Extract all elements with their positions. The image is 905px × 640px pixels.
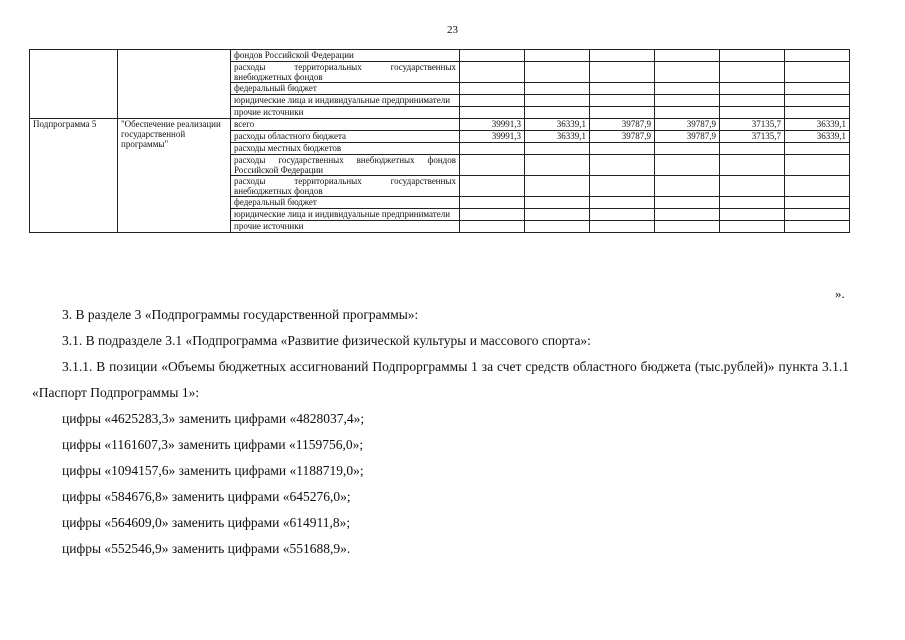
value-cell: [460, 143, 525, 155]
value-cell: [655, 155, 720, 176]
value-cell: [460, 83, 525, 95]
funding-source-cell: расходы местных бюджетов: [231, 143, 460, 155]
value-cell: [785, 143, 850, 155]
funding-source-cell: расходы территориальных государственных внебюджетных фондов: [231, 176, 460, 197]
replacement-line-3: цифры «1094157,6» заменить цифрами «1188719,0»;: [62, 463, 364, 478]
value-cell: [525, 95, 590, 107]
value-cell: 36339,1: [785, 131, 850, 143]
value-cell: [720, 221, 785, 233]
funding-source-cell: федеральный бюджет: [231, 83, 460, 95]
value-cell: [720, 95, 785, 107]
value-cell: 39787,9: [655, 131, 720, 143]
value-cell: [655, 176, 720, 197]
value-cell: [655, 83, 720, 95]
value-cell: [785, 209, 850, 221]
value-cell: 36339,1: [785, 119, 850, 131]
value-cell: [460, 197, 525, 209]
value-cell: [655, 197, 720, 209]
replacement-line-1: цифры «4625283,3» заменить цифрами «4828037,4»;: [62, 411, 365, 426]
value-cell: [720, 83, 785, 95]
paragraph-3-1-1: 3.1.1. В позиции «Объемы бюджетных ассигнований Подпрорграммы 1 за счет средств областного бюджета (тыс.рублей)» пункта 3.1.1 «Паспорт Подпрограммы 1»:: [32, 359, 849, 400]
value-cell: [720, 143, 785, 155]
value-cell: [525, 197, 590, 209]
value-cell: [785, 155, 850, 176]
funding-source-cell: федеральный бюджет: [231, 197, 460, 209]
closing-quote: ».: [835, 286, 845, 301]
value-cell: [720, 155, 785, 176]
replacement-line-5: цифры «564609,0» заменить цифрами «614911,8»;: [62, 515, 351, 530]
value-cell: [590, 95, 655, 107]
value-cell: [720, 50, 785, 62]
value-cell: [525, 143, 590, 155]
replacement-line-2: цифры «1161607,3» заменить цифрами «1159756,0»;: [62, 437, 364, 452]
value-cell: [460, 62, 525, 83]
value-cell: [785, 221, 850, 233]
value-cell: [785, 62, 850, 83]
value-cell: [720, 176, 785, 197]
value-cell: [590, 62, 655, 83]
funding-source-cell: расходы государственных внебюджетных фондов Российской Федерации: [231, 155, 460, 176]
budget-table: [29, 49, 850, 233]
value-cell: [785, 83, 850, 95]
value-cell: [525, 50, 590, 62]
value-cell: [785, 95, 850, 107]
funding-source-cell: юридические лица и индивидуальные предприниматели: [231, 95, 460, 107]
value-cell: [460, 95, 525, 107]
value-cell: [525, 221, 590, 233]
value-cell: [655, 209, 720, 221]
value-cell: 39991,3: [460, 131, 525, 143]
value-cell: [590, 221, 655, 233]
value-cell: 36339,1: [525, 119, 590, 131]
value-cell: [655, 221, 720, 233]
value-cell: [590, 197, 655, 209]
value-cell: [525, 176, 590, 197]
value-cell: [785, 176, 850, 197]
prev-program-title-cell: [118, 50, 231, 119]
value-cell: [720, 209, 785, 221]
value-cell: [720, 107, 785, 119]
value-cell: [655, 62, 720, 83]
value-cell: [720, 197, 785, 209]
value-cell: [785, 50, 850, 62]
table-row: [30, 50, 850, 62]
value-cell: [785, 197, 850, 209]
value-cell: 39787,9: [655, 119, 720, 131]
value-cell: [785, 107, 850, 119]
value-cell: [590, 83, 655, 95]
page-number: 23: [447, 24, 458, 36]
subprogram-title-cell: "Обеспечение реализации государственной программы": [118, 119, 231, 233]
funding-source-cell: фондов Российской Федерации: [231, 50, 460, 62]
funding-source-cell: прочие источники: [231, 107, 460, 119]
paragraph-subsection-3-1: 3.1. В подразделе 3.1 «Подпрограмма «Развитие физической культуры и массового спорта»:: [62, 333, 591, 348]
value-cell: [655, 50, 720, 62]
value-cell: [655, 95, 720, 107]
funding-source-cell: всего: [231, 119, 460, 131]
value-cell: [525, 107, 590, 119]
value-cell: [590, 155, 655, 176]
value-cell: [590, 143, 655, 155]
funding-source-cell: прочие источники: [231, 221, 460, 233]
funding-source-cell: расходы территориальных государственных внебюджетных фондов: [231, 62, 460, 83]
value-cell: [525, 83, 590, 95]
funding-source-cell: расходы областного бюджета: [231, 131, 460, 143]
value-cell: [460, 107, 525, 119]
value-cell: 39787,9: [590, 119, 655, 131]
value-cell: [655, 143, 720, 155]
value-cell: [460, 221, 525, 233]
value-cell: [460, 176, 525, 197]
value-cell: [460, 50, 525, 62]
value-cell: [655, 107, 720, 119]
table-row: [30, 119, 850, 131]
replacement-line-6: цифры «552546,9» заменить цифрами «551688,9».: [62, 541, 351, 556]
value-cell: 39787,9: [590, 131, 655, 143]
value-cell: 37135,7: [720, 131, 785, 143]
funding-source-cell: юридические лица и индивидуальные предприниматели: [231, 209, 460, 221]
value-cell: 39991,3: [460, 119, 525, 131]
value-cell: [460, 209, 525, 221]
prev-program-name-cell: [30, 50, 118, 119]
value-cell: [590, 209, 655, 221]
value-cell: [525, 155, 590, 176]
value-cell: [590, 107, 655, 119]
replacement-line-4: цифры «584676,8» заменить цифрами «645276,0»;: [62, 489, 351, 504]
subprogram-name-cell: Подпрограмма 5: [30, 119, 118, 233]
value-cell: 37135,7: [720, 119, 785, 131]
value-cell: [525, 62, 590, 83]
value-cell: [460, 155, 525, 176]
paragraph-section-3: 3. В разделе 3 «Подпрограммы государственной программы»:: [62, 307, 419, 322]
value-cell: [525, 209, 590, 221]
value-cell: 36339,1: [525, 131, 590, 143]
value-cell: [590, 176, 655, 197]
value-cell: [590, 50, 655, 62]
value-cell: [720, 62, 785, 83]
